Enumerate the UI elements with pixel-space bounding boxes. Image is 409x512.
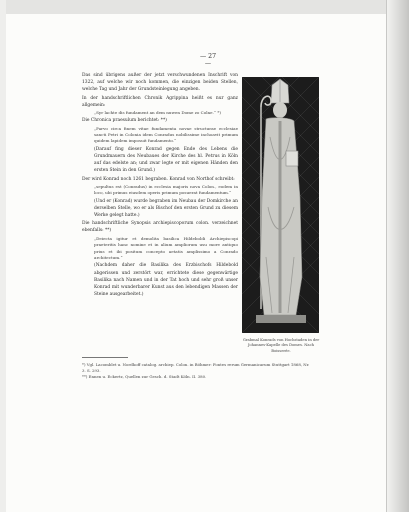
- paragraph-4: Der wird Konrad noch 1261 begraben. Konrad von Northof schreibt:: [82, 176, 235, 182]
- paragraph-2: In der handschriftlichen Chronik Agrippina heißt es nur ganz allgemein:: [82, 95, 238, 108]
- quote-agrippina: „Syr lachte dis fundament an dem nuwen Dome zo Colne.“ *): [94, 110, 221, 116]
- translation-2: (Und er (Konrad) wurde begraben im Neubau der Domkirche an derselben Stelle, wo er als Bischof den ersten Grund zu diesem Werke gelegt hatte.): [94, 198, 238, 219]
- footnote-1: *) Vgl. Lacomblet u. Nordhoff catalog. archiep. Colon. in Böhmer: Fontes rerum Germanicarum Stuttgart 1868, Nr. 3. S. 293.: [82, 362, 310, 374]
- translation-3: (Nachdem daher die Basilika des Erzbischofs Hildebold abgerissen und zerstört war, errichtete diese gegenwärtige Basilika nach Namen und in der Tat hoch und sehr groß unser Konrad mit wunderbarer Kunst aus den lebendigen Massen der Steine ausgearbeitet.): [94, 263, 238, 298]
- paragraph-5: Die handschriftliche Synopsis archiepiscoporum colon. verzeichnet ebenfalls: **): [82, 221, 238, 234]
- footnote-divider: [82, 357, 128, 358]
- main-text-column: [82, 72, 238, 299]
- paragraph-1: Das sind übrigens außer der jetzt verschwundenen Inschrift von 1322, auf welche wir noch kommen, die einzigen beiden Stellen, welche Tag und Jahr der Grundsteinlegung angeben.: [82, 73, 238, 93]
- effigy-illustration: [242, 77, 319, 333]
- footnote-2: **) Ennen u. Eckertz, Quellen zur Gesch. d. Stadt Köln. II. 380.: [82, 374, 207, 380]
- scan-right-edge: [387, 0, 409, 512]
- page-number: — 27 —: [199, 53, 217, 67]
- quote-latin-2: „sepultus est (Conradus) in ecclesia majoris nova Colon., eodem in loco, ubi primus eiusdem operis primum posuerat fundamentum.“: [94, 183, 238, 196]
- footnotes: [82, 362, 312, 381]
- bishop-effigy-image: [242, 77, 319, 333]
- scan-left-edge: [0, 0, 6, 512]
- quote-latin-3: „Deiecta igitur et demolita basilica Hildeboldi Archiepiscopi praeteritis hanc nomine et in alium ampliorum usu more antiquo prius et ibi positum concepto aetatis amplissimo a Conrado architectum.“: [94, 235, 238, 260]
- quote-latin-1: „Parvo circa finem vitae fundamenta novae structurae ecclesiae sancti Petri in Colonia idem Conradus nobilissime inchoavit primum quidem lapidem imposuit fundamento.“: [94, 125, 238, 144]
- figure-caption: Grabmal Konrads von Hochstaden in der Johannes-Kapelle des Domes. Nach Boisserée.: [242, 338, 320, 353]
- paragraph-3: Die Chronica praesulum berichtet: **): [82, 118, 167, 124]
- translation-1: (Darauf fing dieser Konrad gegen Ende des Lebens die Grundmauern des Neubaues der Kirche des hl. Petrus in Köln auf das edelste an; und zwar legte er mit eigenen Händen den ersten Stein in den Grund.): [94, 146, 238, 174]
- scan-top-edge: [0, 0, 409, 14]
